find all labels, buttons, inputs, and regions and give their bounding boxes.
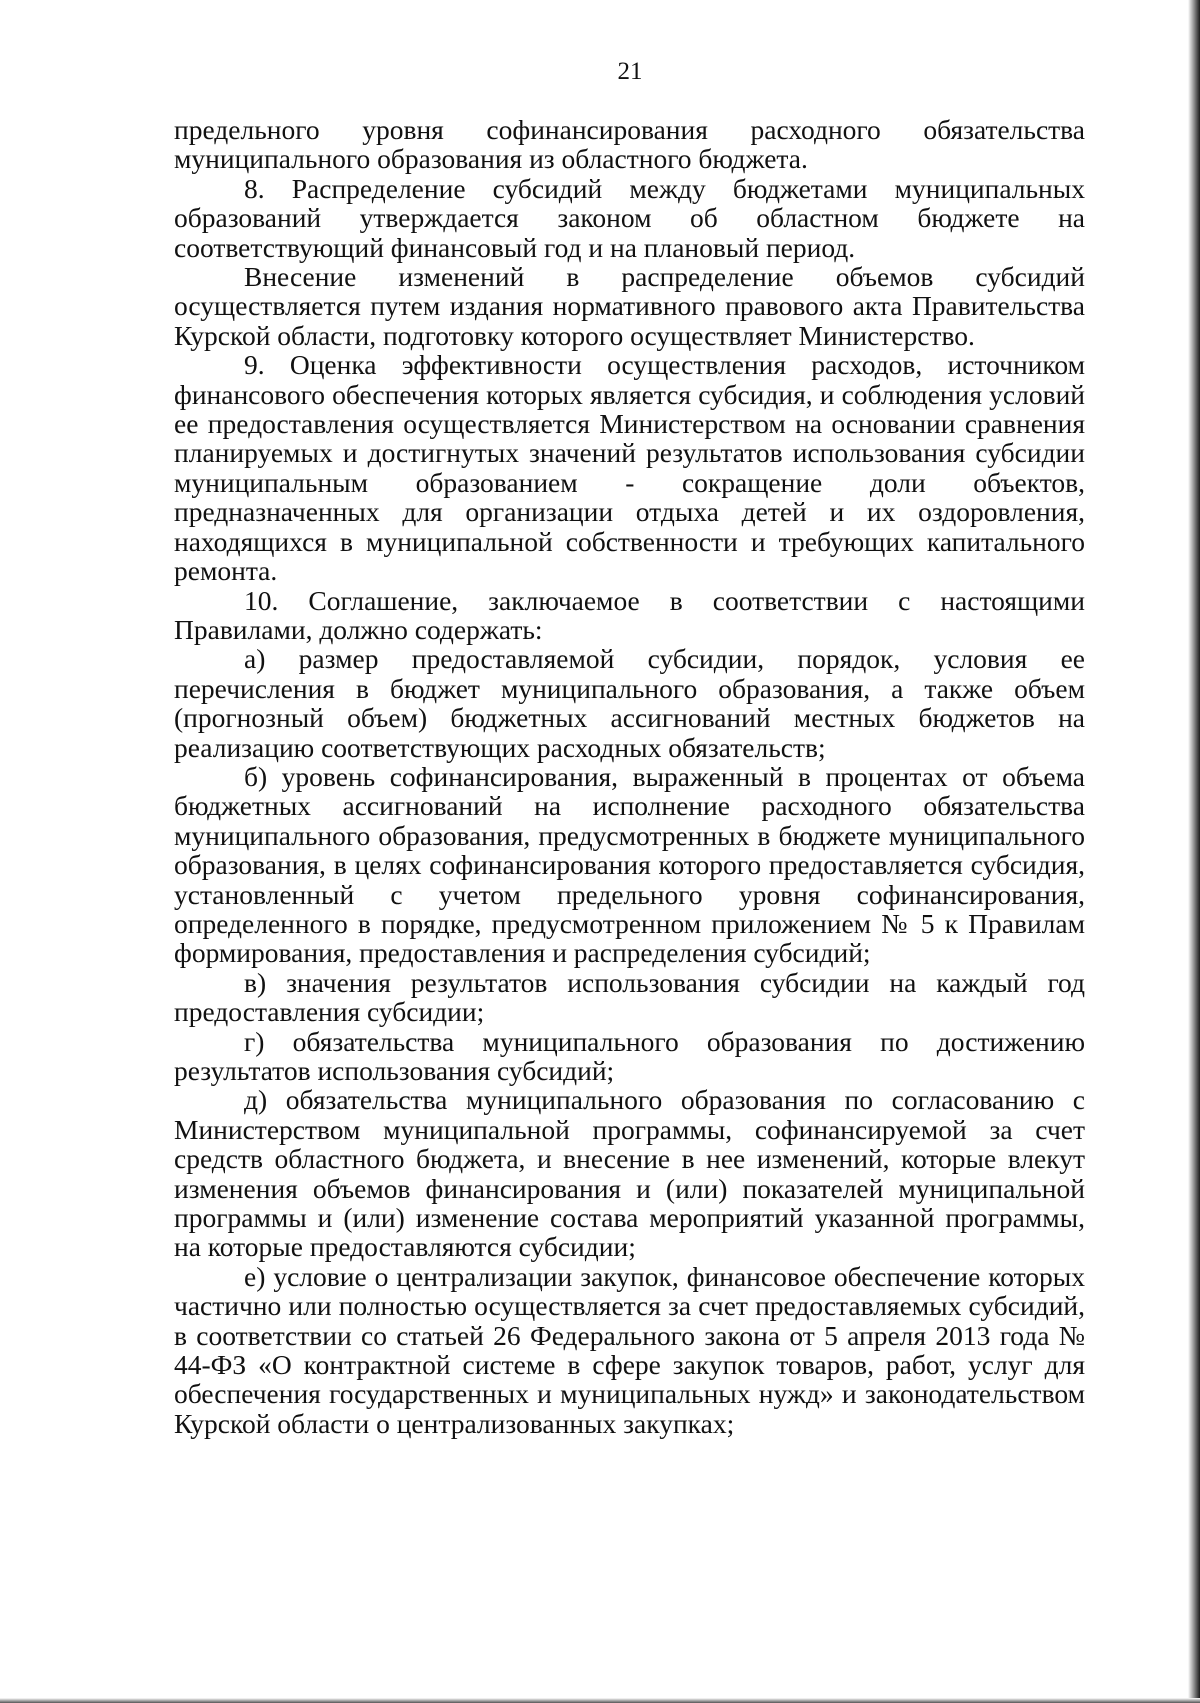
paragraph-distribution-changes: Внесение изменений в распределение объемов субсидий осуществляется путем издания нормативного правового акта Правительства Курской области, подготовку которого осуществляет Министерство. — [174, 261, 1085, 351]
paragraph-subitem-e: е) условие о централизации закупок, финансовое обеспечение которых частично или полностью осуществляется за счет предоставляемых субсидий, в соответствии со статьей 26 Федерального закона от 5 апреля 2013 года № 44-ФЗ «О контрактной системе в сфере закупок товаров, работ, услуг для обеспечения государственных и муниципальных нужд» и законодательством Курской области о централизованных закупках; — [174, 1260, 1085, 1439]
scan-bottom-edge — [0, 1698, 1200, 1703]
document-body — [174, 115, 1085, 1438]
scan-edge-shadow — [1188, 0, 1200, 1703]
page-number: 21 — [617, 58, 643, 85]
paragraph-item-9: 9. Оценка эффективности осуществления расходов, источником финансового обеспечения которых является субсидия, и соблюдения условий ее предоставления осуществляется Министерством на основании сравнения планируемых и достигнутых значений результатов использования субсидии муниципальным образованием - сокращение доли объектов, предназначенных для организации отдыха детей и их оздоровления, находящихся в муниципальной собственности и требующих капитального ремонта. — [174, 349, 1085, 587]
paragraph-continuation: предельного уровня софинансирования расходного обязательства муниципального образования из областного бюджета. — [174, 114, 1085, 175]
paragraph-item-8: 8. Распределение субсидий между бюджетами муниципальных образований утверждается законом об областном бюджете на соответствующий финансовый год и на плановый период. — [174, 172, 1085, 263]
paragraph-subitem-v: в) значения результатов использования субсидии на каждый год предоставления субсидии; — [174, 966, 1085, 1028]
paragraph-subitem-b: б) уровень софинансирования, выраженный в процентах от объема бюджетных ассигнований на исполнение расходного обязательства муниципального образования, предусмотренных в бюджете муниципального образования, в целях софинансирования которого предоставляется субсидия, установленный с учетом предельного уровня софинансирования, определенного в порядке, предусмотренном приложением № 5 к Правилам формирования, предоставления и распределения субсидий; — [174, 760, 1085, 969]
paragraph-subitem-g: г) обязательства муниципального образования по достижению результатов использования субсидий; — [174, 1025, 1085, 1086]
paragraph-subitem-a: а) размер предоставляемой субсидии, порядок, условия ее перечисления в бюджет муниципального образования, а также объем (прогнозный объем) бюджетных ассигнований местных бюджетов на реализацию соответствующих расходных обязательств; — [174, 643, 1085, 763]
paragraph-item-10: 10. Соглашение, заключаемое в соответствии с настоящими Правилами, должно содержать: — [174, 584, 1085, 645]
paragraph-subitem-d: д) обязательства муниципального образования по согласованию с Министерством муниципальной программы, софинансируемой за счет средств областного бюджета, и внесение в нее изменений, которые влекут изменения объемов финансирования и (или) показателей муниципальной программы и (или) изменение состава мероприятий указанной программы, на которые предоставляются субсидии; — [174, 1084, 1085, 1263]
